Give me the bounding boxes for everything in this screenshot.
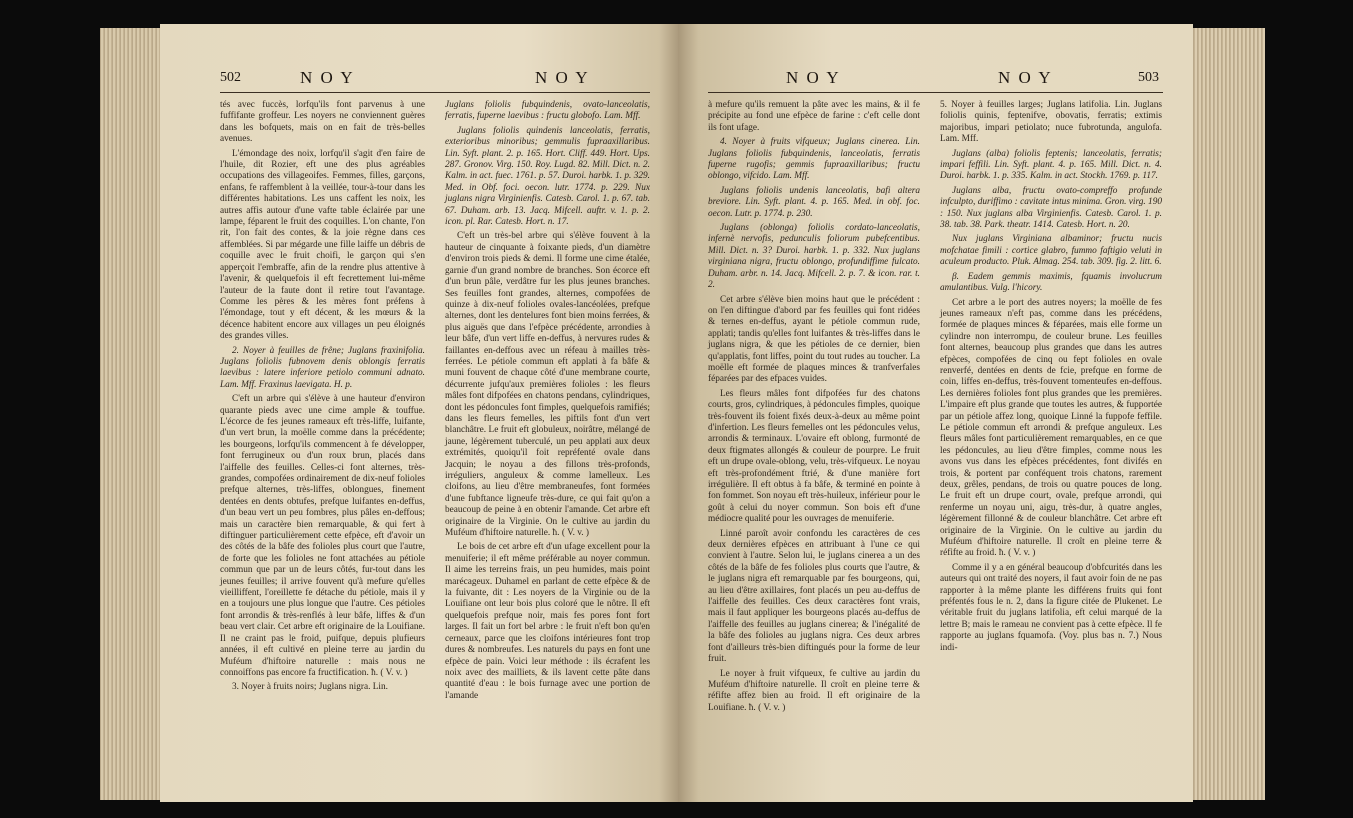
species-synonymy: Nux juglans Virginiana albaminor; fructu nucis mofchatae fimili : cortice glabro, fummo faftigio veluti in aculeum producto. Pluk. Almag. 254. tab. 309. fig. 2. litt. 6. — [940, 234, 1162, 268]
page-edges-left — [100, 28, 162, 800]
paragraph: Les fleurs mâles font difpofées fur des chatons courts, gros, cylindriques, à pédoncules fimples, quoique très-fouvent ils foient fixés deux-à-deux au même point d'infertion. Les fleurs femelles ont les pédoncules velus, arrondis & terminaux. L'ovaire eft oblong, furmonté de deux ftigmates allongés & couleur de pourpre. Le fruit eft un drupe ovale-oblong, velu, très-vifqueux. Le noyau eft très-profondément ftrié, & d'une manière fort irrégulière. Il eft obtus à fa bâfe, & terminé en pointe à fon fommet. Son noyau eft très-huileux, inférieur pour le goût à celui du noyer commun. Son bois eft d'une médiocre qualité pour les ouvrages de menuiferie. — [708, 388, 920, 525]
species-heading: 4. Noyer à fruits vifqueux; Juglans cinerea. Lin. Juglans foliolis fubquindenis, lanceolatis, ferratis fuperne rugofis; gemmis fupraaxillaribus; fructu oblongo, vifcido. Lam. Mff. — [708, 137, 920, 182]
species-synonymy: Juglans alba, fructu ovato-compreffo profunde infculpto, duriffimo : cavitate intus minima. Gron. virg. 190 : 150. Nux juglans alba Virginienfis. Catesb. Carol. 1. p. 38. tab. 38. Park. theatr. 1414. Catesb. Hort. n. 20. — [940, 185, 1162, 231]
text-column-left-2 — [445, 100, 650, 705]
left-page — [160, 24, 680, 802]
header-rule — [708, 92, 1163, 93]
running-header: N O Y — [786, 68, 841, 87]
species-synonymy: Juglans foliolis quindenis lanceolatis, ferratis, exterioribus minoribus; gemmulis fupraaxillaribus. Lin. Syft. plant. 2. p. 165. Hort. Cliff. 449. Hort. Ups. 287. Gronov. Virg. 150. Roy. Lugd. 82. Mill. Dict. n. 2. Kalm. in act. fuec. 1761. p. 57. Duroi. harbk. 1. p. 329. Med. in Obf. foci. oecon. lutr. 1774. p. 229. Nux juglans nigra Virginienfis. Catesb. Carol. 1. p. 67. tab. 67. Duham. arb. 13. Jacq. Mifcell. auftr. v. 1. p. 2. icon. pl. Rar. Catesb. Hort. n. 17. — [445, 125, 650, 228]
paragraph: tés avec fuccès, lorfqu'ils font parvenus à une fuffifante groffeur. Les noyers ne conviennent guères dans les bofquets, mais on en fait de très-belles avenues. — [220, 100, 425, 145]
variety-note: β. Eadem gemmis maximis, fquamis involucrum amulantibus. Vulg. l'hicory. — [940, 271, 1162, 294]
paragraph: Cet arbre a le port des autres noyers; la moëlle de fes jeunes rameaux n'eft pas, comme dans les précédens, formée de plaques minces & féparées, mais elle forme un cylindre non interrompu, de couleur brune. Les feuilles font alternes, beaucoup plus grandes que dans les autres efpèces, compofées de cinq ou fept folioles en ovale renverfé, dentées en dents de fcie, prefque en forme de coin, liffes en-deffus, très-fouvent tomenteufes en-deffous. Les dernières folioles font plus grandes que les premières. L'impaire eft plus grande que toutes les autres, & fupportée par un pétiole affez long, quoique Linné la fuppofe feffile. Le pétiole commun eft arrondi & prefque anguleux. Les fleurs mâles font particulièrement remarquables, en ce que les pédoncules, au lieu d'être fimples, comme nous les avons vus dans les efpèces précédentes, font divifés en trois, & portent par conféquent trois chatons, rarement deux, grêles, pendans, de trois ou quatre pouces de long. Le fruit eft un drupe court, ovale, prefque arrondi, qui renferme un noyau uni, aigu, très-dur, à quatre angles, légèrement fillonné & de couleur blanchâtre. Cet arbre eft originaire de la Virginie. On le cultive au jardin du Muféum d'hiftoire naturelle. Il croît en pleine terre & réfifte au froid. ħ. ( V. v. ) — [940, 297, 1162, 559]
running-header: N O Y — [998, 68, 1053, 87]
text-column-left-1 — [220, 100, 425, 697]
header-rule — [220, 92, 650, 93]
species-synonymy: Juglans foliolis fubquindenis, ovato-lanceolatis, ferratis, fuperne laevibus : fructu globofo. Lam. Mff. — [445, 100, 650, 122]
paragraph: Cet arbre s'élève bien moins haut que le précédent : on l'en diftingue d'abord par fes feuilles qui font ridées & ternes en-deffus, ayant le pétiole commun rude, applati; tandis qu'elles font luifantes & très-liffes dans le juglans nigra, & que les pétioles de ce dernier, bien qu'applatis, font liffes, point du tout rudes au toucher. La moëlle eft formée de plaques minces & tranfverfales féparées par des efpaces vuides. — [708, 294, 920, 385]
species-heading: 3. Noyer à fruits noirs; Juglans nigra. Lin. — [232, 682, 388, 693]
page-number: 503 — [1138, 70, 1159, 85]
page-edges-right — [1190, 28, 1265, 800]
species-synonymy: Juglans (oblonga) foliolis cordato-lanceolatis, infernè nervofis, pedunculis foliorum pubefcentibus. Mill. Dict. n. 3? Duroi. harbk. 1. p. 332. Nux juglans virginiana nigra, fructu oblongo, profundiffime fulcato. Duham. arbr. n. 14. Jacq. Mifcell. 2. p. 7. & icon. rar. t. 2. — [708, 223, 920, 291]
species-synonymy: Juglans (alba) foliolis feptenis; lanceolatis, ferratis; impari feffili. Lin. Syft. plant. 4. p. 165. Mill. Dict. n. 4. Duroi. harbk. 1. p. 335. Kalm. in act. Stockh. 1769. p. 117. — [940, 148, 1162, 182]
running-header: N O Y — [535, 68, 590, 87]
running-header: N O Y — [300, 68, 355, 87]
paragraph: Le noyer à fruit vifqueux, fe cultive au jardin du Muféum d'hiftoire naturelle. Il croît en pleine terre & réfifte affez bien au froid. Il eft originaire de la Louifiane. ħ. ( V. v. ) — [708, 668, 920, 713]
paragraph: L'émondage des noix, lorfqu'il s'agit d'en faire de l'huile, dit Rozier, eft une des plus agréables occupations des villageoifes. Femmes, filles, garçons, enfans, fe raffemblent à la veillée, tour-à-tour dans les différentes habitations. Les uns caffent les noix, les autres affis autour d'une vafte table éclairée par une lampe, féparent le fruit des coquilles. L'on chante, l'on rit, l'on fait des contes, & la joie règne dans ces affemblées. Si par mégarde une fille laiffe un débris de coquille avec le fruit choifi, le garçon qui s'en apperçoit l'embraffe, afin de la rendre plus attentive à l'avenir, & quelquefois il eft fecrettement lui-même l'auteur de la faute dont il retire tout l'avantage. Comme les pères & les mères font préfens à l'émondage, tout y eft décent, & les mœurs & la décence habitent encore aux villages un peu éloignés des grandes villes. — [220, 148, 425, 342]
paragraph: à mefure qu'ils remuent la pâte avec les mains, & il fe précipite au fond une efpèce de farine : c'eft celle dont ils font ufage. — [708, 100, 920, 133]
paragraph: Comme il y a en général beaucoup d'obfcurités dans les auteurs qui ont traité des noyers, il faut avoir foin de ne pas rapporter à la même plante les différens fruits qui font préfentés fous le n. 2, dans la figure citée de Plukenet. Le véritable fruit du juglans latifolia, eft celui marqué de la lettre B; mais le rameau ne convient pas à cette efpèce. Il fe rapporte au juglans fquamofa. (Voy. plus bas n. 7.) Nous indi- — [940, 562, 1162, 653]
text-column-right-1 — [708, 100, 920, 717]
species-synonymy: Juglans foliolis undenis lanceolatis, bafi altera breviore. Lin. Syft. plant. 4. p. 165. Med. in obf. foc. oecon. Lutr. p. 1774. p. 230. — [708, 185, 920, 219]
right-page — [678, 24, 1193, 802]
paragraph: C'eft un arbre qui s'élève à une hauteur d'environ quarante pieds avec une cime ample & touffue. L'écorce de fes jeunes rameaux eft très-liffe, luifante, d'un vert brun, la moëlle comme dans la précédente; les bourgeons, lorfqu'ils commencent à fe développer, font ferrugineux ou d'un roux brun, placés dans l'aiffelle des feuilles. Celles-ci font alternes, très-grandes, compofées ordinairement de dix-neuf folioles prefque alternes, très-liffes, oblongues, finement dentées en dents obtufes, prefque luifantes en-deffus, d'un beau vert un peu fombres, plus pâles en-deffous; mais un caractère bien remarquable, & qui fert à diftinguer particulièrement cette efpèce, eft d'avoir un des côtés de la bâfe des folioles plus court que l'autre, de forte que les folioles ne font attachées au pétiole commun que par un de leurs côtés, fur-tout dans les jeunes feuilles; il arrive fouvent qu'à mefure qu'elles vieilliffent, l'oreillette fe détache du pétiole, mais il y en a toujours une plus longue que l'autre. Ces pétioles font arrondis & très-renflés à leur bâfe, liffes & d'un beau vert clair. Cet arbre eft originaire de la Louifiane. Il ne craint pas le froid, puifque, depuis plufieurs années, il eft cultivé en pleine terre au jardin du Muféum d'hiftoire naturelle : mais nous ne connoiffons pas encore fa fructification. ħ. ( V. v. ) — [220, 394, 425, 678]
species-heading: 2. Noyer à feuilles de frêne; Juglans fraxinifolia. Juglans foliolis fubnovem denis oblongis ferratis laevibus : latere inferiore petiolo communi adnato. Lam. Mff. Fraxinus laevigata. H. p. — [220, 345, 425, 390]
paragraph: Linné paroît avoir confondu les caractères de ces deux dernières efpèces en attribuant à l'une ce qui convient à l'autre. Selon lui, le juglans cinerea a un des côtés de la bâfe de fes folioles plus courts que l'autre, & le juglans nigra eft remarquable par fes bourgeons, qui, au lieu d'être axillaires, font placés un peu au-deffus de l'aiffelle des feuilles. Ces deux caractères font vrais, mais il faut appliquer les bourgeons placés au-deffus de l'aiffelle des feuilles au juglans cinerea; & l'inégalité de la bâfe des folioles au juglans nigra. Ces deux arbres font d'ailleurs très-bien diftingués pour la forme de leur fruit. — [708, 528, 920, 665]
paragraph: C'eft un très-bel arbre qui s'élève fouvent à la hauteur de cinquante à foixante pieds, d'un diamètre d'environ trois pieds & demi. Il forme une cime étalée, garnie d'un grand nombre de branches. Son écorce eft d'un brun pâle, verdâtre fur les plus jeunes branches. Ses feuilles font grandes, alternes, compofées de quinze à dix-neuf folioles ovales-lancéolées, prefque alternes, dont les dentelures font bien moins ferrées, & plus aiguës que dans l'efpèce précédente, arrondies à leur bâfe, d'un vert liffe en-deffus, à nervures rudes & faillantes en-deffous avec un réfeau à mailles très-ferrées. Le pétiole commun eft applati à fa bâfe & muni fouvent de chaque côté d'une membrane courte, décurrente jufqu'aux premières folioles : les fleurs mâles font difpofées en chatons pendans, cylindriques, dont les pédoncules font fimples, quelquefois ramifiés; dans les fleurs femelles, les piftils font d'un vert blanchâtre. Le fruit eft globuleux, noirâtre, mélangé de jaune, légèrement tuberculé, un peu applati aux deux extrémités, quoiqu'il foit repréfenté ovale dans Jacquin; le noyau a des fillons très-profonds, irréguliers, anguleux & comme lamelleux. Les cloifons, au lieu d'être membraneufes, font formées d'une fubftance ligneufe très-dure, ce qui fait qu'on a beaucoup de peine à en obtenir l'amande. Cet arbre eft originaire de la Virginie. On le cultive au jardin du Muféum d'hiftoire naturelle. ħ. ( V. v. ) — [445, 231, 650, 539]
paragraph: Le bois de cet arbre eft d'un ufage excellent pour la menuiferie; il eft même préférable au noyer commun. Il aime les terreins frais, un peu humides, mais point marécageux. Duhamel en parlant de cette efpèce & de la fuivante, dit : Les noyers de la Virginie ou de la Louifiane ont leur bois plus coloré que le nôtre. Il eft quelquefois prefque noir, mais fes pores font fort larges. Il fait un fort bel arbre : le fruit n'eft bon qu'en cerneaux, parce que les cloifons intérieures font trop dures & nombreufes. Les naturels du pays en font une efpèce de pain. Voici leur méthode : ils écrafent les noix avec des mailliets, & ils lavent cette pâte dans quantité d'eau : le bois furnage avec une portion de l'amande — [445, 542, 650, 701]
species-heading: 5. Noyer à feuilles larges; Juglans latifolia. Lin. Juglans foliolis quinis, feptenifve, obovatis, ferratis; extimis majoribus, impari petiolato; nuce fubrotunda, angulofa. Lam. Mff. — [940, 100, 1162, 145]
text-column-right-2 — [940, 100, 1162, 657]
page-number: 502 — [220, 70, 241, 85]
